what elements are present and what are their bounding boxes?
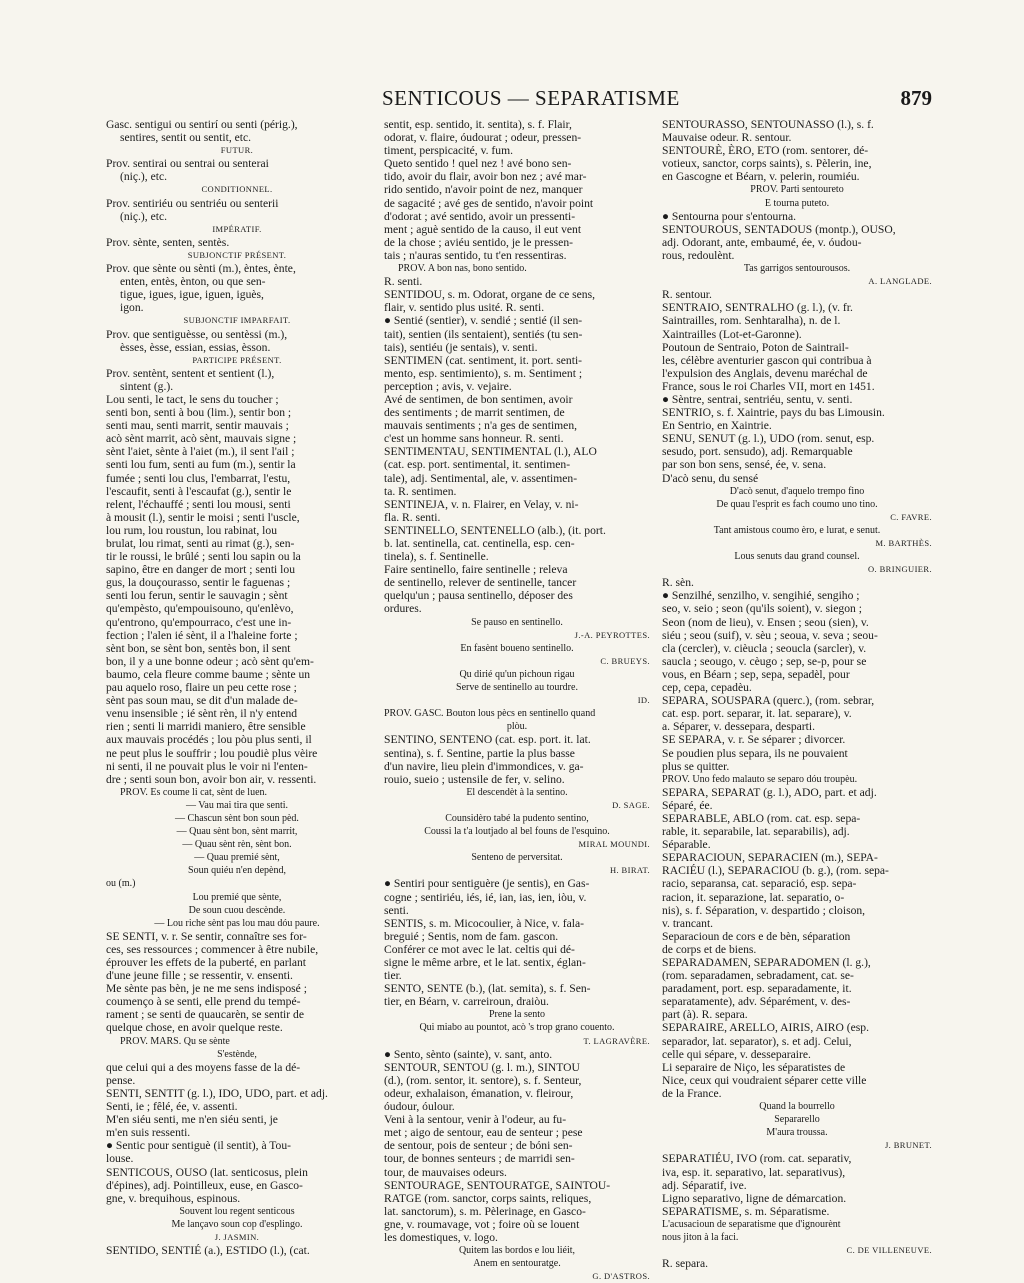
text-line: Séparé, ée. [662, 798, 713, 812]
text-line: votieux, sanctor, corps saints), s. Pèlerin, ine, [662, 157, 872, 171]
text-line: relent, l'échauffé ; senti lou mousi, senti [106, 497, 291, 511]
text-line: Se poudien plus separa, ils ne pouvaient [662, 746, 848, 760]
text-line: tais ; n'auras sentido, tu t'en ressentiras. [384, 248, 567, 262]
text-line: de la France. [662, 1086, 722, 1100]
column-left [106, 118, 368, 1257]
text-line: acò sènt marrit, acò sènt, mauvais signe ; [106, 432, 297, 446]
text-line: M. BARTHÈS. [875, 538, 932, 548]
text-line: des sentiments ; de marrit sentimen, de [384, 406, 565, 420]
text-line: baumo, cela fleure comme baume ; sènte un [106, 667, 311, 681]
text-line: rien ; senti li marridi maniero, être sensible [106, 720, 306, 734]
text-line: senti. [384, 903, 409, 917]
text-line: sapino, être en danger de mort ; senti lou [106, 563, 295, 577]
text-line: cat. esp. port. separar, it. lat. separare), v. [662, 707, 852, 721]
text-line: separador, lat. separator), s. et adj. Celui, [662, 1034, 852, 1048]
text-line: C. BRUEYS. [600, 655, 650, 666]
text-line: SENTOUROUS, SENTADOUS (montp.), OUSO, [662, 222, 896, 236]
text-line: J. BRUNET. [884, 1140, 932, 1151]
text-line: SEPARATISME, s. m. Séparatisme. [662, 1204, 830, 1218]
text-line: igon. [120, 301, 144, 315]
text-line: (d.), (rom. sentor, it. sentore), s. f. Senteur, [384, 1073, 582, 1087]
text-line: Prene la sento [488, 1009, 546, 1021]
text-line: H. BIRAT. [609, 865, 650, 876]
text-line: mauvais sentiments ; n'a ges de sentimen, [384, 419, 578, 433]
text-line: Souvent lou regent senticous [179, 1205, 295, 1217]
text-line: SENTOUR, SENTOU (g. l. m.), SINTOU [384, 1060, 580, 1074]
text-line: sentina), s. f. Sentine, partie la plus basse [384, 746, 575, 760]
text-line: coumenço à se senti, elle prend du tempé- [106, 995, 301, 1009]
text-line: PROV. Parti sentoureto [750, 184, 844, 196]
text-line: ni senti, il ne pouvait plus le voir ni l'enten- [106, 759, 308, 773]
text-line: SENTIDO, SENTIÉ (a.), ESTIDO (l.), (cat. [106, 1244, 310, 1258]
text-line: quelqu'un ; pausa sentinello, déposer des [384, 589, 573, 603]
text-line: SENTIS, s. m. Micocoulier, à Nice, v. fala- [384, 916, 585, 930]
text-line: part (à). R. separa. [662, 1008, 748, 1022]
text-line: c'est un homme sans honneur. R. senti. [384, 432, 564, 446]
text-line: SENTRAIO, SENTRALHO (g. l.), (v. fr. [662, 301, 853, 315]
text-line: Qu dirié qu'un pichoun rigau [459, 668, 575, 680]
text-line: IMPÉRATIF. [212, 223, 262, 234]
text-line: Ligno separativo, ligne de démarcation. [662, 1191, 847, 1205]
text-line: de corps et de biens. [662, 942, 757, 956]
text-line: fection ; l'alen ié sènt, il a l'haleine forte ; [106, 628, 298, 642]
text-line: Prov. sentirai ou sentrai ou senterai [106, 157, 269, 171]
text-line: racion, it. separazione, lat. separatio, o- [662, 890, 845, 904]
text-line: C. DE VILLENEUVE. [846, 1245, 932, 1256]
text-line: tait), sentien (ils sentaient), sentiés (tu sen- [384, 327, 583, 341]
text-line: SEPARA, SEPARAT (g. l.), ADO, part. et adj. [662, 785, 877, 799]
text-line: gne, v. brequihous, espinous. [106, 1191, 241, 1205]
text-line: de sentour, pois de senteur ; de bóni sen- [384, 1139, 573, 1153]
text-line: SENTI, SENTIT (g. l.), IDO, UDO, part. et adj. [106, 1086, 328, 1100]
text-line: à mousit (l.), sentir le moisi ; senti l'uscle, [106, 510, 300, 524]
column-middle [384, 118, 650, 1283]
text-line: SENTOURASSO, SENTOUNASSO (l.), s. f. [662, 118, 874, 131]
text-line: celle qui sépare, v. desseparaire. [662, 1047, 811, 1061]
text-line: D'acò senu, du sensé [662, 471, 759, 485]
text-line: lat. sanctorum), s. m. Pèlerinage, en Gasco- [384, 1204, 586, 1218]
text-line: PROV. MARS. Qu se sènte [120, 1035, 230, 1047]
text-line: d'une jeune fille ; se ressentir, v. ensenti. [106, 969, 293, 983]
text-line: tale), adj. Sentimental, ale, v. assentimen- [384, 471, 578, 485]
text-line: signe le même arbre, et le lat. sentix, églan- [384, 956, 586, 969]
text-line: sintent (g.). [120, 379, 174, 393]
text-line: Lou senti, le tact, le sens du toucher ; [106, 392, 279, 406]
text-line: Prov. que sènte ou sènti (m.), èntes, ènte, [106, 262, 296, 276]
text-line: Coussi la t'a loutjado al bel founs de l'esquino. [424, 826, 610, 838]
text-line: O. BRINGUIER. [868, 564, 932, 575]
text-line: seo, v. seio ; seon (qu'ils soient), v. siegon ; [662, 602, 862, 616]
text-line: SENTICOUS, OUSO (lat. senticosus, plein [106, 1165, 308, 1179]
text-line: PROV. GASC. Bouton lous pècs en sentinello quand [384, 708, 596, 720]
text-line: senti bon, senti à bou (lim.), sentir bon ; [106, 406, 292, 420]
text-line: RATGE (rom. sanctor, corps saints, reliques, [384, 1191, 592, 1205]
text-line: nous jiton à la faci. [662, 1231, 739, 1243]
text-line: (niç.), etc. [120, 170, 167, 184]
text-line: Senti, ie ; fêlé, ée, v. assenti. [106, 1100, 238, 1114]
text-line: Quitem las bordos e lou liéit, [458, 1245, 576, 1257]
text-line: Separarello [774, 1114, 820, 1126]
text-line: SEPARATIÉU, IVO (rom. cat. separativ, [662, 1152, 852, 1166]
text-line: rable, it. separabile, lat. separabilis), adj. [662, 825, 850, 839]
text-line: SEPARA, SOUSPARA (querc.), (rom. sebrar, [662, 694, 875, 708]
text-line: Lou premié que sènte, [192, 891, 282, 903]
text-line: R. separa. [662, 1257, 709, 1271]
text-line: pense. [106, 1073, 136, 1087]
text-line: sènt pas soun mau, se dit d'un malade de- [106, 694, 298, 708]
text-line: France, sous le roi Charles VII, mort en 1451. [662, 379, 875, 393]
text-line: — Quau premié sènt, [194, 852, 280, 864]
text-line: SEPARACIOUN, SEPARACIEN (m.), SEPA- [662, 851, 878, 865]
text-line: M'aura troussa. [766, 1127, 828, 1139]
text-line: fla. R. senti. [384, 510, 441, 524]
text-line: tour, de mauvaises odeurs. [384, 1165, 507, 1179]
text-line: SENTOURAGE, SENTOURATGE, SAINTOU- [384, 1178, 611, 1192]
text-line: senti lou fum, senti au fum (m.), sentir la [106, 458, 296, 472]
text-line: PROV. Uno fedo malauto se separo dóu troupèu. [662, 773, 858, 785]
text-line: FUTUR. [220, 145, 254, 156]
text-line: CONDITIONNEL. [201, 184, 273, 195]
text-line: Quand la bourrello [759, 1101, 835, 1113]
text-line: ● Senzilhé, senzilho, v. sengihié, sengiho ; [662, 589, 860, 603]
text-line: paradament, port. esp. separadamente, it. [662, 982, 852, 996]
text-line: Poutoun de Sentraio, Poton de Saintrail- [662, 340, 849, 354]
text-line: qu'empèsto, qu'empouisouno, qu'enlèvo, [106, 602, 294, 616]
text-line: ces, ses ressources ; commencer à être nubile, [106, 942, 319, 956]
text-line: SENTINELLO, SENTENELLO (alb.), (it. port. [384, 523, 606, 537]
text-line: De soun cuou descènde. [188, 904, 286, 916]
text-line: met ; aigo de sentour, eau de senteur ; pese [384, 1126, 583, 1140]
text-line: gus, la douçourasso, sentir le faguenas ; [106, 576, 291, 590]
text-line: b. lat. sentinella, cat. centinella, esp. cen- [384, 537, 575, 550]
text-line: Prov. sentiriéu ou sentriéu ou senterii [106, 196, 279, 210]
text-line: ● Sentourna pour s'entourna. [662, 209, 797, 223]
text-line: èsses, èsse, essian, essias, èsson. [120, 340, 271, 354]
text-line: Queto sentido ! quel nez ! avé bono sen- [384, 157, 572, 171]
text-line: enten, entès, ènton, ou que sen- [120, 275, 266, 289]
text-line: Tant amistous coumo èro, e lurat, e senut. [713, 524, 881, 536]
text-line: Counsidèro tabé la pudento sentino, [445, 812, 589, 824]
text-line: SEPARADAMEN, SEPARADOMEN (l. g.), [662, 956, 871, 969]
text-line: PROV. Es coume li cat, sènt de luen. [120, 786, 268, 798]
text-line: Me sènte pas bèn, je ne me sens indisposé ; [106, 982, 307, 996]
text-line: Xaintrailles (Lot-et-Garonne). [662, 327, 802, 341]
text-line: A. LANGLADE. [868, 276, 932, 287]
text-line: racio, separansa, cat. separació, esp. sepa- [662, 877, 857, 891]
text-line: En Sentrio, en Xaintrie. [662, 419, 772, 433]
text-line: pau aquelo roso, flaire un peu cette rose ; [106, 681, 297, 695]
text-line: tigue, igues, igue, iguen, iguès, [120, 288, 264, 302]
text-line: En fasènt boueno sentinello. [460, 642, 574, 654]
text-line: l'escaufit, senti à l'escaufat (g.), sentir le [106, 484, 292, 498]
text-line: SENTRIO, s. f. Xaintrie, pays du bas Limousin. [662, 406, 885, 420]
text-line: SUBJONCTIF IMPARFAIT. [183, 315, 291, 326]
text-line: L'acusacioun de separatisme que d'ignourènt [662, 1218, 841, 1230]
text-line: tour, de bonnes senteurs ; de marridi sen- [384, 1152, 575, 1166]
text-line: G. D'ASTROS. [592, 1271, 650, 1282]
text-line: J.-A. PEYROTTES. [574, 629, 650, 640]
page-number: 879 [900, 86, 932, 110]
text-line: SENTIDOU, s. m. Odorat, organe de ce sens, [384, 288, 596, 302]
text-line: Veni à la sentour, venir à l'odeur, au fu- [384, 1113, 567, 1127]
text-line: en Gascogne et Béarn, v. pelerin, roumiéu. [662, 170, 860, 184]
text-line: SEPARAIRE, ARELLO, AIRIS, AIRO (esp. [662, 1021, 869, 1035]
text-line: Gasc. sentigui ou sentirí ou senti (périg.), [106, 118, 298, 131]
text-line: d'épines), adj. Pointilleux, euse, en Gasco- [106, 1178, 303, 1192]
text-line: rous, redoulènt. [662, 248, 735, 262]
text-line: aux mauvais procédés ; lou pòu plus senti, il [106, 733, 312, 747]
text-line: ment ; aguè sentido de la causo, il eut vent [384, 222, 582, 236]
text-line: plus se quitter. [662, 759, 730, 773]
text-line: venu insensible ; ié sènt rèn, il n'y entend [106, 707, 298, 721]
text-line: ta. R. sentimen. [384, 484, 457, 498]
text-line: sentires, sentit ou sentit, etc. [120, 131, 252, 145]
text-line: ● Sentiri pour sentiguère (je sentis), en Gas- [384, 877, 590, 891]
text-line: plòu. [506, 721, 528, 733]
text-line: ordures. [384, 602, 422, 616]
text-line: SENTINEJA, v. n. Flairer, en Velay, v. ni- [384, 497, 579, 511]
text-line: PARTICIPE PRÉSENT. [192, 354, 282, 365]
text-line: (cat. esp. port. sentimental, it. sentimen- [384, 458, 571, 472]
text-line: SEPARABLE, ABLO (rom. cat. esp. sepa- [662, 811, 861, 825]
text-line: rament ; se senti de quaucarèn, se sentir de [106, 1008, 304, 1022]
text-line: tido, avoir du flair, avoir bon nez ; avé mar- [384, 170, 587, 184]
column-right [662, 118, 932, 1270]
text-line: ● Sentic pour sentiguè (il sentit), à Tou- [106, 1139, 292, 1153]
text-line: SENU, SENUT (g. l.), UDO (rom. senut, esp. [662, 432, 875, 446]
text-line: PROV. A bon nas, bono sentido. [398, 263, 527, 275]
text-line: cla (cercler), v. cièucla ; seoucla (sarcler), v. [662, 641, 867, 655]
text-line: R. senti. [384, 275, 423, 289]
text-line: flair, v. sentido plus usité. R. senti. [384, 301, 545, 315]
text-line: SENTINO, SENTENO (cat. esp. port. it. lat. [384, 733, 591, 747]
text-line: Separacioun de cors e de bèn, séparation [662, 929, 851, 943]
text-line: lou rum, lou roustun, lou rabinat, lou [106, 523, 277, 537]
page-header [106, 86, 932, 114]
text-line: tais), sentiéu (je sentais), v. senti. [384, 340, 538, 354]
text-line: m'en suis ressenti. [106, 1126, 191, 1140]
text-line: R. sèn. [662, 576, 694, 590]
text-line: Anem en sentouratge. [473, 1258, 561, 1270]
text-line: D. SAGE. [612, 799, 650, 810]
text-line: odorat, v. flaire, óudourat ; odeur, pressen- [384, 131, 582, 145]
text-line: Prov. sentènt, sentent et sentient (l.), [106, 366, 275, 380]
text-line: Lous senuts dau grand counsel. [734, 551, 860, 563]
text-line: Me lançavo soun cop d'esplingo. [171, 1218, 303, 1230]
text-line: v. trancant. [662, 916, 714, 930]
text-line: rouio, sueio ; ustensile de fer, v. selino. [384, 772, 565, 786]
text-line: nis), s. f. Séparation, v. despartido ; cloison, [662, 903, 866, 917]
text-line: Conférer ce mot avec le lat. celtis qui dé- [384, 942, 575, 956]
text-line: timent, perspicacité, v. fum. [384, 144, 513, 158]
text-line: de sagacité ; avé ges de sentido, n'avoir point [384, 196, 594, 210]
text-line: Saintrailles, rom. Senhtaralha), n. de l. [662, 314, 841, 328]
text-line: a. Séparer, v. dessepara, desparti. [662, 720, 815, 734]
text-line: SENTIMEN (cat. sentiment, it. port. senti- [384, 353, 583, 367]
text-line: les, célèbre aventurier gascon qui contribua à [662, 353, 872, 367]
text-line: cep, cepa, cepadèu. [662, 681, 752, 695]
text-line: louse. [106, 1152, 134, 1166]
text-line: quelque chose, en avoir quelque reste. [106, 1021, 283, 1035]
text-line: ● Sento, sènto (sainte), v. sant, anto. [384, 1047, 553, 1061]
text-line: Senteno de perversitat. [471, 852, 563, 864]
text-line: Serve de sentinello au tourdre. [456, 682, 578, 694]
text-line: R. sentour. [662, 288, 712, 302]
text-line: SENTOURÈ, ÈRO, ETO (rom. sentorer, dé- [662, 144, 869, 158]
text-line: Mauvaise odeur. R. sentour. [662, 131, 792, 145]
text-line: SENTIMENTAU, SENTIMENTAL (l.), ALO [384, 445, 597, 459]
text-line: tier, en Béarn, v. carreiroun, draiòu. [384, 995, 549, 1009]
text-line: El descendèt à la sentino. [466, 786, 568, 798]
text-line: De quau l'esprit es fach coumo uno tino. [716, 498, 878, 510]
text-line: SE SEPARA, v. r. Se séparer ; divorcer. [662, 733, 846, 747]
text-line: Tas garrigos sentourousos. [743, 263, 851, 275]
text-line: senti mau, senti marrit, sentir mauvais ; [106, 419, 289, 433]
text-line: Seon (nom de lieu), v. Ensen ; seou (sien), v. [662, 615, 869, 629]
text-line: tier. [384, 969, 402, 983]
text-line: J. JASMIN. [214, 1231, 260, 1242]
text-line: breguié ; Sentis, nom de fam. gascon. [384, 929, 559, 943]
text-line: sentit, esp. sentido, it. sentita), s. f. Flair, [384, 118, 572, 131]
text-line: óudour, óulour. [384, 1100, 455, 1114]
text-line: Faire sentinello, faire sentinelle ; releva [384, 563, 568, 577]
text-line: les domestiques, v. logo. [384, 1230, 498, 1244]
text-line: adj. Séparatif, ive. [662, 1178, 747, 1192]
text-line: — Lou riche sènt pas lou mau dóu paure. [154, 917, 320, 929]
text-line: D'acò senut, d'aquelo trempo fino [729, 485, 865, 497]
running-title: SENTICOUS — SEPARATISME [382, 86, 680, 110]
text-line: Avé de sentimen, de bon sentimen, avoir [384, 392, 573, 406]
text-line: iva, esp. it. separativo, lat. separativus), [662, 1165, 846, 1179]
text-line: tir le roussi, le brûlé ; senti lou sapin ou la [106, 550, 301, 564]
text-line: — Chascun sènt bon soun pèd. [175, 812, 299, 824]
text-line: d'odorat ; avé sentido, avoir un pressenti- [384, 209, 576, 223]
text-line: Prov. que sentiguèsse, ou sentèssi (m.), [106, 327, 288, 341]
text-line: Soun quiéu n'en depènd, [188, 865, 286, 877]
text-line: éprouver les effets de la puberté, en parlant [106, 956, 307, 969]
text-line: ● Sentié (sentier), v. sendié ; sentié (il sen- [384, 314, 583, 328]
text-line: RACIÉU (l.), SEPARACIOU (b. g.), (rom. sepa- [662, 864, 889, 878]
text-line: Séparable. [662, 838, 711, 852]
text-line: odeur, exhalaison, émanation, v. fleirour, [384, 1086, 574, 1100]
text-line: cogne ; sentiriéu, iés, ié, ian, ias, ien, iòu, v. [384, 890, 587, 904]
text-line: de sentinello, relever de sentinelle, tancer [384, 576, 577, 590]
text-line: qu'entrono, qu'empourraco, c'est une in- [106, 615, 292, 629]
text-line: que celui qui a des moyens fasse de la dé- [106, 1060, 301, 1074]
text-line: Qui miabo au pountot, acò 's trop grano couento. [419, 1022, 615, 1034]
text-line: Se pauso en sentinello. [471, 616, 563, 628]
text-line: par son bon sens, sensé, ée, v. sena. [662, 458, 827, 472]
text-line: sesudo, port. sensudo), adj. Remarquable [662, 445, 853, 459]
text-line: Li separaire de Niço, les séparatistes de [662, 1060, 846, 1074]
text-line: vous, en Béarn ; sep, sepa, sepadèl, pour [662, 667, 850, 681]
text-line: ne peut plus le souffrir ; lou poudiè plus vèire [106, 746, 318, 760]
text-line: T. LAGRAVÈRE. [583, 1035, 650, 1046]
text-line: dre ; senti soun bon, avoir bon air, v. ressenti. [106, 772, 317, 786]
text-line: (niç.), etc. [120, 209, 167, 223]
text-line: Nice, ceux qui voudraient séparer cette ville [662, 1073, 867, 1087]
text-line: perception ; avis, v. vejaire. [384, 379, 512, 393]
text-line: adj. Odorant, ante, embaumé, ée, v. óudou- [662, 235, 862, 249]
text-line: senti lou ferun, sentir le sauvagin ; sènt [106, 589, 288, 603]
text-line: C. FAVRE. [890, 511, 932, 522]
text-line: bon, il y a une bonne odeur ; acò sènt qu'em- [106, 654, 314, 668]
text-line: sènt l'aiet, sènte à l'aiet (m.), il sent l'ail ; [106, 445, 295, 459]
text-line: sènt bon, se sènt bon, sentès bon, il sent [106, 641, 291, 655]
text-line: — Vau mai tira que senti. [185, 799, 289, 811]
text-line: ID. [637, 695, 650, 706]
text-line: S'estènde, [217, 1048, 257, 1060]
text-line: SE SENTI, v. r. Se sentir, connaître ses for- [106, 929, 307, 943]
text-line: SUBJONCTIF PRÉSENT. [187, 249, 287, 260]
text-line: rido sentido, n'avoir point de nez, manquer [384, 183, 583, 197]
text-line: mento, esp. sentimiento), s. m. Sentiment ; [384, 366, 583, 380]
text-line: fumée ; senti lou clus, l'embarrat, l'estu, [106, 471, 291, 485]
text-line: siéu ; seou (suif), v. sèu ; seoua, v. seva ; seou- [662, 628, 878, 642]
text-line: ou (m.) [106, 878, 136, 890]
text-line: — Quau sènt bon, sènt marrit, [176, 826, 298, 838]
text-line: SENTO, SENTE (b.), (lat. semita), s. f. Sen- [384, 982, 591, 996]
text-line: tinela), s. f. Sentinelle. [384, 550, 489, 564]
text-line: separatamente), adv. Séparément, v. des- [662, 995, 851, 1009]
text-line: — Quau sènt rèn, sènt bon. [182, 839, 292, 851]
text-line: M'en siéu senti, me n'en siéu senti, je [106, 1113, 278, 1127]
text-line: de la chose ; aviéu sentido, je le pressen- [384, 235, 573, 249]
text-line: ● Sèntre, sentrai, sentriéu, sentu, v. senti. [662, 392, 853, 406]
text-line: (rom. separadamen, sebradament, cat. se- [662, 969, 854, 983]
text-line: saucla ; seougo, v. cèugo ; sep, se-p, pour se [662, 654, 867, 668]
text-line: MIRAL MOUNDI. [578, 839, 650, 850]
text-line: Prov. sènte, senten, sentès. [106, 235, 230, 249]
text-line: gne, v. roumavage, vot ; foire où se louent [384, 1217, 580, 1231]
text-line: l'expulsion des Anglais, devenu maréchal de [662, 366, 868, 380]
text-line: brulat, lou rimat, senti au rimat (g.), sen- [106, 537, 295, 550]
text-line: d'un navire, lieu plein d'immondices, v. ga- [384, 759, 584, 773]
text-line: E tourna puteto. [764, 197, 830, 209]
